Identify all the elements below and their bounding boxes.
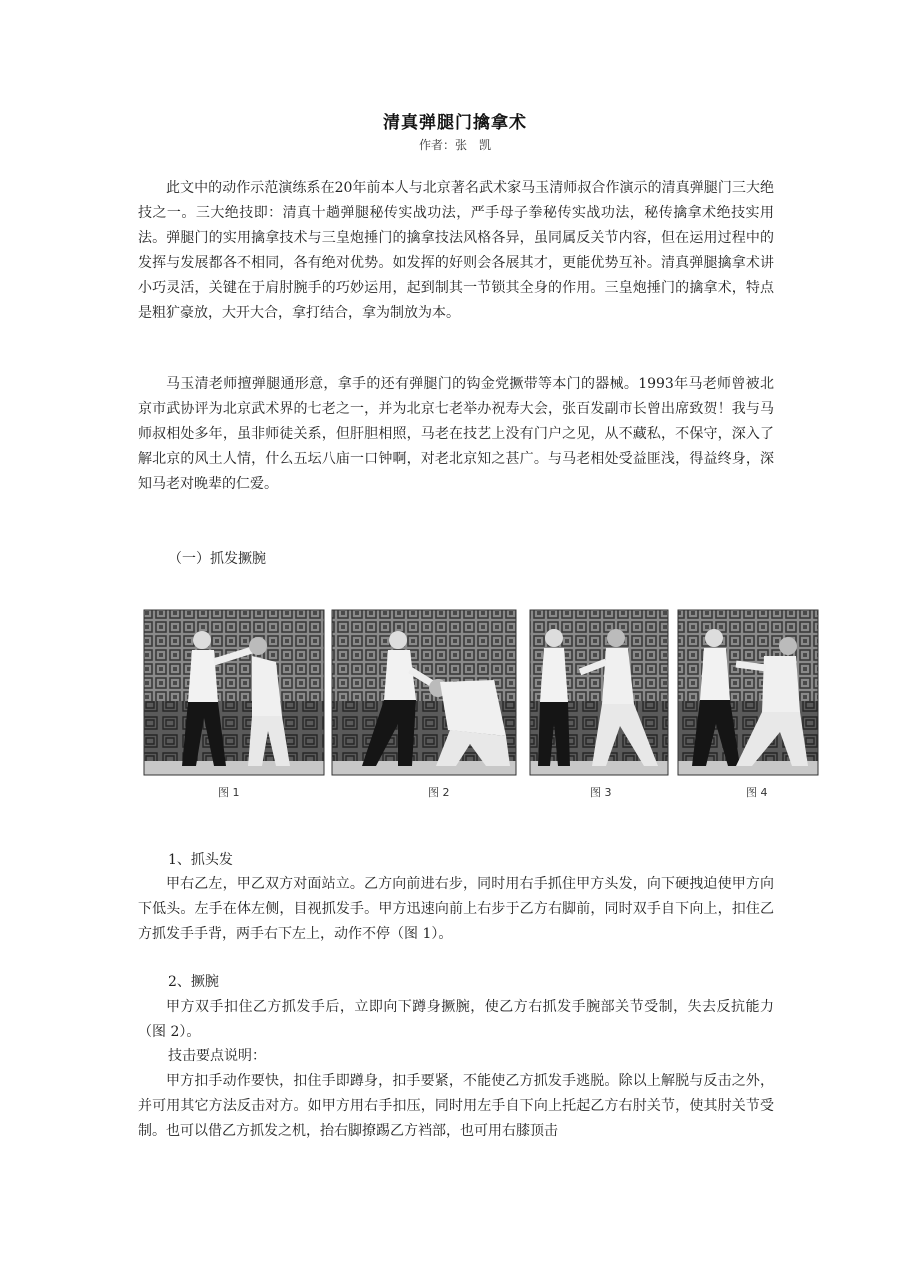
photo-figure-4 [678,610,818,775]
step1-text: 甲右乙左，甲乙双方对面站立。乙方向前进右步，同时用右手抓住甲方头发，向下硬拽迫使甲方向下低头。左手在体左侧，目视抓发手。甲方迅速向前上右步于乙方右脚前，同时双手自下向上，扣住乙方抓发手手背，两手右下左上，动作不停（图 1）。 [138,876,774,942]
technique-photo-strip [140,606,820,806]
step2-heading: 2、撅腕 [168,974,219,990]
photo-figure-1 [144,610,324,775]
step2-text: 甲方双手扣住乙方抓发手后，立即向下蹲身撅腕，使乙方右抓发手腕部关节受制，失去反抗能力（图 2）。 [138,999,774,1040]
intro-paragraph-2: 马玉清老师擅弹腿通形意，拿手的还有弹腿门的钩金党撅带等本门的器械。1993年马老师曾被北京市武协评为北京武术界的七老之一，并为北京七老举办祝寿大会，张百发副市长曾出席致贺！我与马师叔相处多年，虽非师徒关系，但肝胆相照，马老在技艺上没有门户之见，从不藏私，不保守，深入了解北京的风土人情，什么五坛八庙一口钟啊，对老北京知之甚广。与马老相处受益匪浅，得益终身，深知马老对晚辈的仁爱。 [138,376,774,492]
notes-heading: 技击要点说明： [168,1048,266,1064]
photo-figure-3 [530,610,668,775]
intro-paragraph-1: 此文中的动作示范演练系在20年前本人与北京著名武术家马玉清师叔合作演示的清真弹腿门三大绝技之一。三大绝技即：清真十趟弹腿秘传实战功法，严手母子拳秘传实战功法，秘传擒拿术绝技实用法。弹腿门的实用擒拿技术与三皇炮捶门的擒拿技法风格各异，虽同属反关节内容，但在运用过程中的发挥与发展都各不相同，各有绝对优势。如发挥的好则会各展其才，更能优势互补。清真弹腿擒拿术讲小巧灵活，关键在于肩肘腕手的巧妙运用，起到制其一节锁其全身的作用。三皇炮捶门的擒拿术，特点是粗犷豪放，大开大合，拿打结合，拿为制放为本。 [138,180,774,321]
step1-heading: 1、抓头发 [168,852,233,868]
article-title: 清真弹腿门擒拿术 [383,113,527,133]
notes-text: 甲方扣手动作要快，扣住手即蹲身，扣手要紧，不能使乙方抓发手逃脱。除以上解脱与反击之外，并可用其它方法反击对方。如甲方用右手扣压，同时用左手自下向上托起乙方右肘关节，使其肘关节受制。也可以借乙方抓发之机，抬右脚撩踢乙方裆部，也可用右膝顶击 [138,1073,774,1139]
figure-caption-3: 图 3 [590,786,612,799]
figure-caption-2: 图 2 [428,786,450,799]
section-heading: （一）抓发撅腕 [168,551,266,567]
article-author: 作者：张 凯 [418,138,491,152]
photo-figure-2 [332,610,516,775]
figure-caption-4: 图 4 [746,786,768,799]
figure-caption-1: 图 1 [218,786,240,799]
